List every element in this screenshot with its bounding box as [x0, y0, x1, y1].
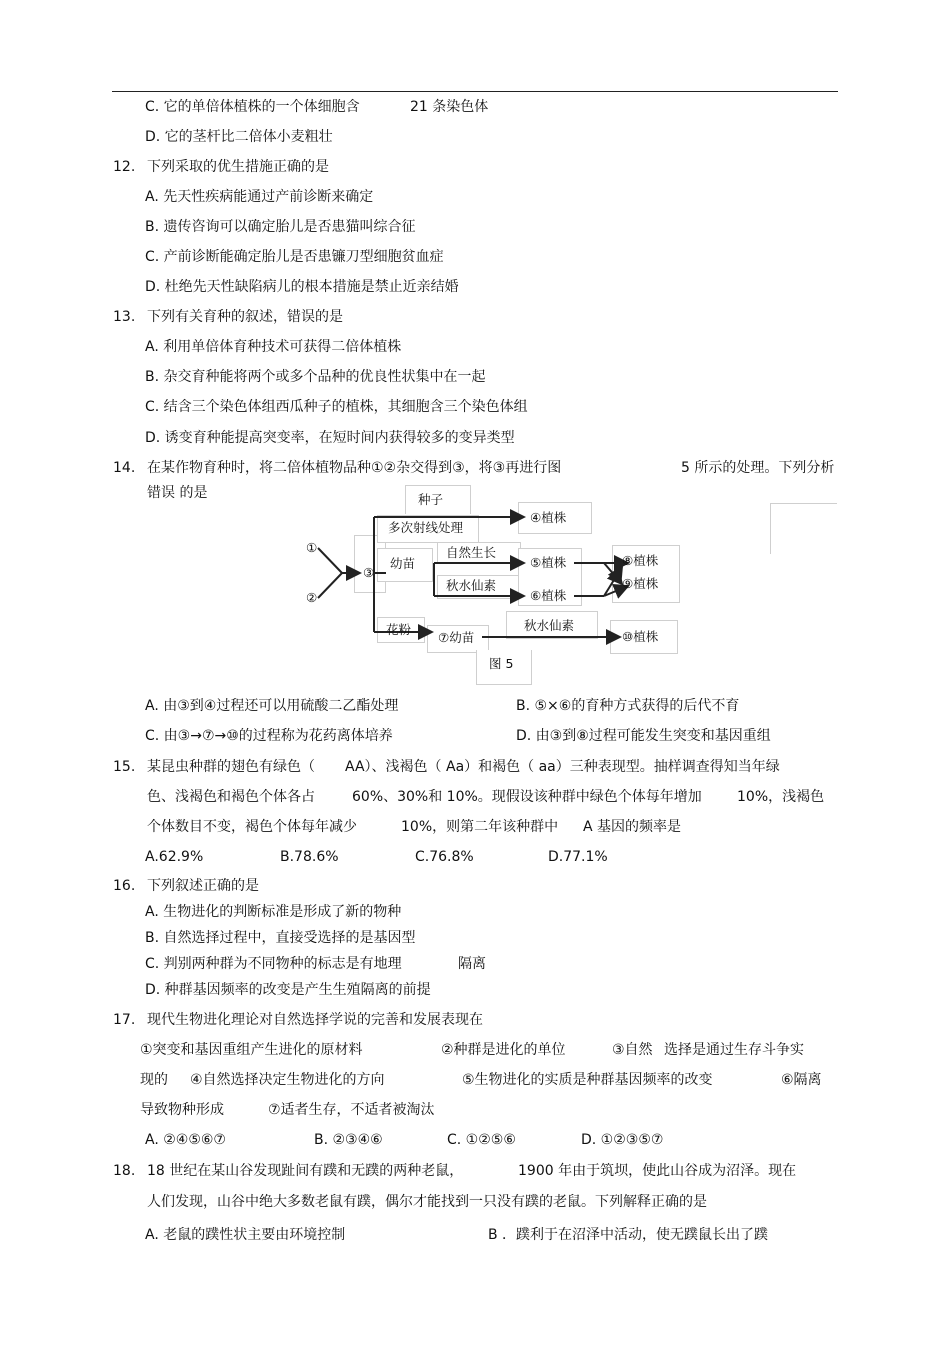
- q17-item-3b: 选择是通过生存斗争实: [664, 1042, 804, 1058]
- q15-line1-b: AA）、浅褐色（ Aa）和褐色（ aa）三种表现型。抽样调查得知当年绿: [345, 759, 780, 775]
- label-plant5: ⑤植株: [530, 555, 567, 570]
- q16-option-b: B. 自然选择过程中，直接受选择的是基因型: [145, 930, 416, 946]
- q17-stem: 现代生物进化理论对自然选择学说的完善和发展表现在: [147, 1012, 483, 1028]
- label-plant6: ⑥植株: [530, 588, 567, 603]
- q18-line2: 人们发现，山谷中绝大多数老鼠有蹼，偶尔才能找到一只没有蹼的老鼠。下列解释正确的是: [147, 1194, 707, 1210]
- label-seed: 种子: [418, 492, 444, 507]
- label-multi-ray: 多次射线处理: [388, 520, 464, 535]
- q17-item-6a: ⑥隔离: [781, 1072, 822, 1088]
- q17-item-5: ⑤生物进化的实质是种群基因频率的改变: [462, 1072, 713, 1088]
- label-parent-1: ①: [306, 540, 318, 555]
- q12-option-b: B. 遗传咨询可以确定胎儿是否患猫叫综合征: [145, 219, 416, 235]
- q15-line3-a: 个体数目不变，褐色个体每年减少: [147, 819, 357, 835]
- q16-option-c-tail: 隔离: [458, 956, 486, 972]
- q14-number: 14.: [113, 460, 136, 476]
- q14-option-d: D. 由③到⑧过程可能发生突变和基因重组: [516, 728, 771, 744]
- q14-stem-1: 在某作物育种时，将二倍体植物品种①②杂交得到③，将③再进行图: [147, 460, 562, 476]
- q15-option-b: B.78.6%: [280, 849, 339, 865]
- label-plant10: ⑩植株: [622, 629, 659, 644]
- q17-number: 17.: [113, 1012, 136, 1028]
- q14-option-b: B. ⑤×⑥的育种方式获得的后代不育: [516, 698, 740, 714]
- q17-option-c: C. ①②⑤⑥: [447, 1132, 516, 1148]
- q13-option-b: B. 杂交育种能将两个或多个品种的优良性状集中在一起: [145, 369, 486, 385]
- q14-stem-3: 错误 的是: [147, 485, 208, 501]
- label-natural-growth: 自然生长: [446, 545, 497, 560]
- q18-number: 18.: [113, 1163, 136, 1179]
- q18-option-b: B ．蹼利于在沼泽中活动，使无蹼鼠长出了蹼: [488, 1227, 769, 1243]
- q16-number: 16.: [113, 878, 136, 894]
- q13-option-c: C. 结含三个染色体组西瓜种子的植株，其细胞含三个染色体组: [145, 399, 528, 415]
- q17-option-d: D. ①②③⑤⑦: [581, 1132, 664, 1148]
- q15-line2-a: 色、浅褐色和褐色个体各占: [147, 789, 315, 805]
- label-colchicine-1: 秋水仙素: [446, 578, 497, 593]
- q17-option-a: A. ②④⑤⑥⑦: [145, 1132, 226, 1148]
- q12-stem: 下列采取的优生措施正确的是: [147, 159, 329, 175]
- q17-item-3a: ③自然: [612, 1042, 653, 1058]
- label-parent-2: ②: [306, 590, 318, 605]
- q16-option-c: C. 判别两种群为不同物种的标志是有地理: [145, 956, 402, 972]
- q17-option-b: B. ②③④⑥: [314, 1132, 383, 1148]
- q12-option-a: A. 先天性疾病能通过产前诊断来确定: [145, 189, 374, 205]
- q15-number: 15.: [113, 759, 136, 775]
- q17-item-2: ②种群是进化的单位: [441, 1042, 566, 1058]
- q13-option-d: D. 诱变育种能提高突变率，在短时间内获得较多的变异类型: [145, 430, 515, 446]
- q14-option-a: A. 由③到④过程还可以用硫酸二乙酯处理: [145, 698, 399, 714]
- label-hybrid-3: ③: [363, 565, 375, 580]
- q17-item-1: ①突变和基因重组产生进化的原材料: [140, 1042, 363, 1058]
- q12-number: 12.: [113, 159, 136, 175]
- label-plant4: ④植株: [530, 510, 567, 525]
- q17-item-6b: 导致物种形成: [140, 1102, 224, 1118]
- label-seedling: 幼苗: [390, 556, 416, 571]
- q13-option-a: A. 利用单倍体育种技术可获得二倍体植株: [145, 339, 402, 355]
- q18-option-a: A. 老鼠的蹼性状主要由环境控制: [145, 1227, 346, 1243]
- label-plant9: ⑨植株: [622, 576, 659, 591]
- label-seedling7: ⑦幼苗: [438, 630, 475, 645]
- q14-option-c: C. 由③→⑦→⑩的过程称为花药离体培养: [145, 728, 393, 744]
- q15-line3-c: A 基因的频率是: [583, 819, 682, 835]
- q12-option-d: D. 杜绝先天性缺陷病儿的根本措施是禁止近亲结婚: [145, 279, 459, 295]
- q15-option-c: C.76.8%: [415, 849, 474, 865]
- q18-line1-a: 18 世纪在某山谷发现趾间有蹼和无蹼的两种老鼠，: [147, 1163, 464, 1179]
- q15-line2-c: 10%，浅褐色: [737, 789, 825, 805]
- q17-item-3c: 现的: [140, 1072, 168, 1088]
- q12-option-c: C. 产前诊断能确定胎儿是否患镰刀型细胞贫血症: [145, 249, 444, 265]
- q14-stem-2: 5 所示的处理。下列分析: [681, 460, 835, 476]
- q16-stem: 下列叙述正确的是: [147, 878, 259, 894]
- q11-option-c: C. 它的单倍体植株的一个体细胞含: [145, 99, 360, 115]
- q15-line1-a: 某昆虫种群的翅色有绿色（: [147, 759, 315, 775]
- q15-option-d: D.77.1%: [548, 849, 608, 865]
- q11-option-d: D. 它的茎杆比二倍体小麦粗壮: [145, 129, 333, 145]
- q16-option-d: D. 种群基因频率的改变是产生生殖隔离的前提: [145, 982, 431, 998]
- q13-stem: 下列有关育种的叙述，错误的是: [147, 309, 343, 325]
- q17-item-4: ④自然选择决定生物进化的方向: [190, 1072, 385, 1088]
- q15-line2-b: 60%、30%和 10%。现假设该种群中绿色个体每年增加: [352, 789, 702, 805]
- q13-number: 13.: [113, 309, 136, 325]
- figure-caption: 图 5: [489, 656, 514, 671]
- label-plant8: ⑧植株: [622, 553, 659, 568]
- q15-line3-b: 10%，则第二年该种群中: [401, 819, 559, 835]
- q15-option-a: A.62.9%: [145, 849, 204, 865]
- q11-option-c-count: 21 条染色体: [410, 99, 489, 115]
- q17-item-7: ⑦适者生存，不适者被淘汰: [268, 1102, 435, 1118]
- q16-option-a: A. 生物进化的判断标准是形成了新的物种: [145, 904, 402, 920]
- label-pollen: 花粉: [386, 622, 412, 637]
- label-colchicine-2: 秋水仙素: [524, 618, 575, 633]
- q18-line1-b: 1900 年由于筑坝，使此山谷成为沼泽。现在: [518, 1163, 797, 1179]
